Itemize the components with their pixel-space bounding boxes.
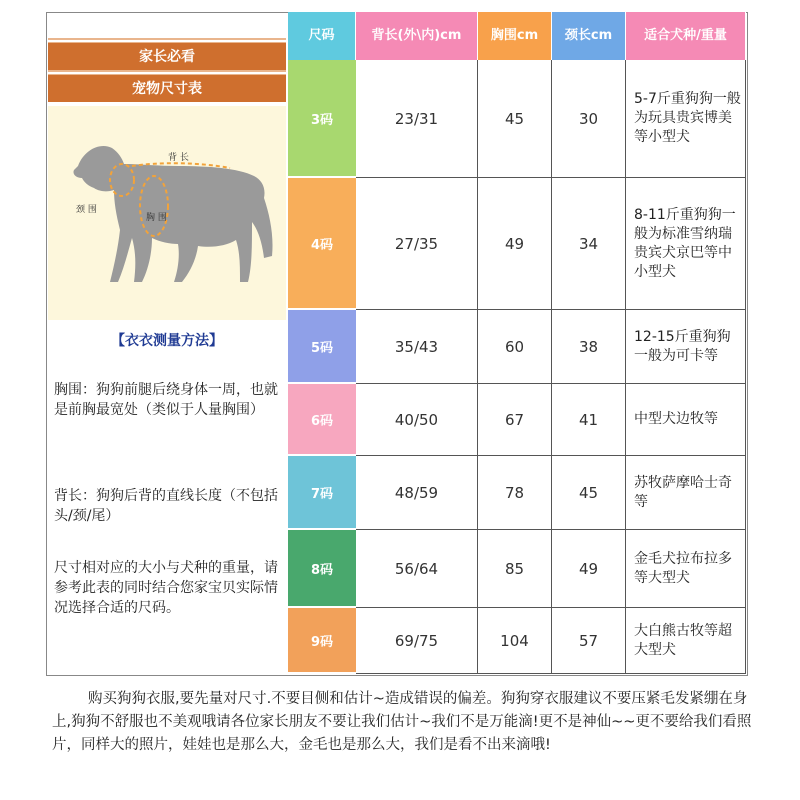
neck-cell: 45 [552, 456, 626, 530]
breed-cell: 大白熊古牧等超大型犬 [626, 608, 746, 674]
size-cell: 7码 [288, 456, 356, 530]
header-breed: 适合犬种/重量 [626, 12, 746, 60]
table-row [288, 456, 748, 530]
chest-cell: 45 [478, 60, 552, 178]
back-length-cell: 35/43 [356, 310, 478, 384]
back-length-cell: 48/59 [356, 456, 478, 530]
header-back-length: 背长(外\内)cm [356, 12, 478, 60]
table-row [288, 384, 748, 456]
neck-cell: 57 [552, 608, 626, 674]
back-length-cell: 27/35 [356, 178, 478, 310]
breed-cell: 8-11斤重狗狗一般为标准雪纳瑞贵宾犬京巴等中小型犬 [626, 178, 746, 310]
breed-cell: 5-7斤重狗狗一般为玩具贵宾博美等小型犬 [626, 60, 746, 178]
breed-cell: 中型犬边牧等 [626, 384, 746, 456]
header-neck: 颈长cm [552, 12, 626, 60]
neck-cell: 41 [552, 384, 626, 456]
size-cell: 8码 [288, 530, 356, 608]
back-length-cell: 40/50 [356, 384, 478, 456]
size-cell: 5码 [288, 310, 356, 384]
header-parent: 家长必看 [48, 42, 286, 70]
table-row [288, 310, 748, 384]
chest-cell: 78 [478, 456, 552, 530]
neck-label: 颈 围 [76, 205, 97, 215]
breed-cell: 金毛犬拉布拉多等大型犬 [626, 530, 746, 608]
back-label: 背 长 [168, 153, 189, 163]
back-length-cell: 69/75 [356, 608, 478, 674]
back-length-cell: 56/64 [356, 530, 478, 608]
dog-diagram [48, 106, 286, 320]
neck-cell: 34 [552, 178, 626, 310]
chest-description: 胸围：狗狗前腿后绕身体一周，也就是前胸最宽处（类似于人量胸围） [54, 382, 278, 418]
chest-cell: 49 [478, 178, 552, 310]
method-title: 【衣衣测量方法】 [111, 333, 223, 349]
chest-cell: 85 [478, 530, 552, 608]
header-size: 尺码 [288, 12, 356, 60]
size-cell: 4码 [288, 178, 356, 310]
header-stripe [48, 70, 286, 72]
table-row [288, 530, 748, 608]
header-chest: 胸围cm [478, 12, 552, 60]
dog-body-icon [73, 146, 272, 282]
header-stripe [48, 38, 286, 40]
size-cell: 9码 [288, 608, 356, 674]
back-description: 背长：狗狗后背的直线长度（不包括头/颈/尾） [54, 488, 278, 524]
table-row [288, 608, 748, 674]
footer-text: 购买狗狗衣服,要先量对尺寸.不要目侧和估计~造成错误的偏差。狗狗穿衣服建议不要压紧毛发紧绷在身上,狗狗不舒服也不美观哦请各位家长朋友不要让我们估计~我们不是万能滴!更不是神仙~~更不要给我们看照片，同样大的照片，娃娃也是那么大，金毛也是那么大，我们是看不出来滴哦! [52, 691, 752, 753]
breed-cell: 苏牧萨摩哈士奇等 [626, 456, 746, 530]
chest-cell: 60 [478, 310, 552, 384]
chest-cell: 104 [478, 608, 552, 674]
header-title: 宠物尺寸表 [48, 74, 286, 102]
table-row [288, 60, 748, 178]
neck-cell: 30 [552, 60, 626, 178]
chest-cell: 67 [478, 384, 552, 456]
chest-label: 胸 围 [146, 213, 167, 223]
size-cell: 6码 [288, 384, 356, 456]
footer-note [52, 688, 752, 757]
neck-cell: 49 [552, 530, 626, 608]
size-cell: 3码 [288, 60, 356, 178]
neck-cell: 38 [552, 310, 626, 384]
table-row [288, 178, 748, 310]
back-length-cell: 23/31 [356, 60, 478, 178]
size-note: 尺寸相对应的大小与犬种的重量，请参考此表的同时结合您家宝贝实际情况选择合适的尺码。 [54, 560, 278, 616]
left-panel [48, 14, 288, 674]
dog-silhouette-icon [48, 106, 286, 320]
breed-cell: 12-15斤重狗狗一般为可卡等 [626, 310, 746, 384]
